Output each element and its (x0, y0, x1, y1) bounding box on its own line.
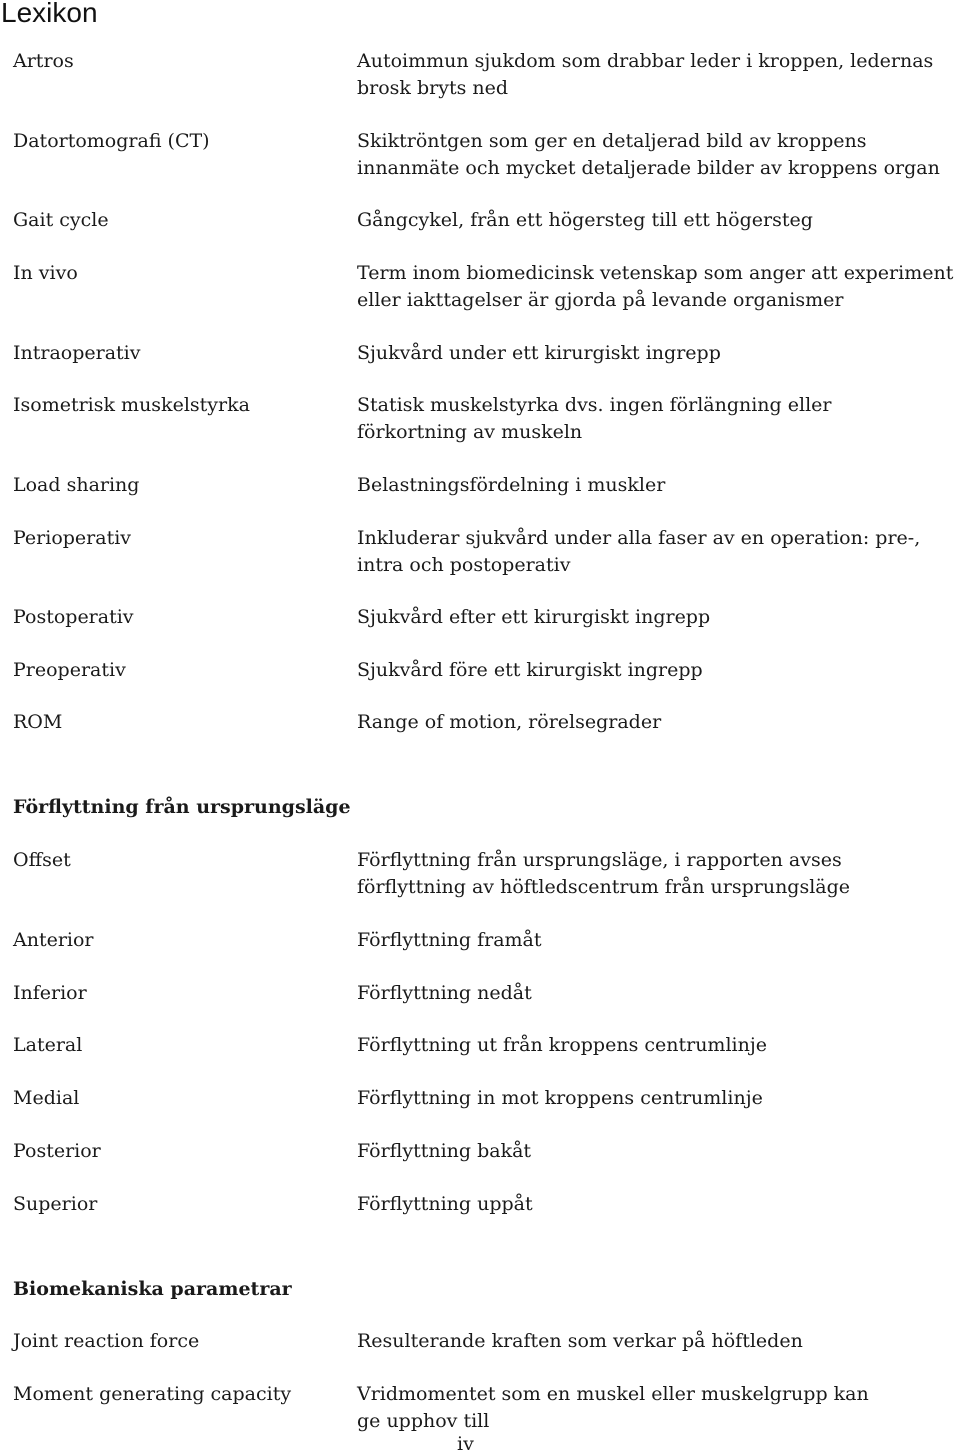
lexicon-definition: Belastningsfördelning i muskler (357, 474, 666, 496)
lexicon-definition: Förflyttning nedåt (357, 982, 532, 1004)
lexicon-term: Load sharing (13, 474, 140, 496)
lexicon-term: Preoperativ (13, 659, 126, 681)
lexicon-term: Superior (13, 1193, 98, 1215)
lexicon-term: Lateral (13, 1034, 83, 1056)
lexicon-term: Datortomografi (CT) (13, 130, 210, 152)
page-number: iv (457, 1433, 474, 1455)
section-heading: Biomekaniska parametrar (13, 1278, 292, 1300)
lexicon-definition: Range of motion, rörelsegrader (357, 711, 662, 733)
lexicon-definition: Term inom biomedicinsk vetenskap som anger att experiment eller iakttagelser är gjorda på levande organismer (357, 262, 954, 311)
lexicon-term: Postoperativ (13, 606, 134, 628)
lexicon-term: Anterior (13, 929, 94, 951)
lexicon-definition: Förflyttning framåt (357, 929, 542, 951)
lexicon-term: Offset (13, 849, 71, 871)
lexicon-definition: Resulterande kraften som verkar på höftleden (357, 1330, 803, 1352)
lexicon-term: In vivo (13, 262, 78, 284)
lexicon-term: Perioperativ (13, 527, 132, 549)
lexicon-definition: Förflyttning ut från kroppens centrumlinje (357, 1034, 767, 1056)
lexicon-term: Inferior (13, 982, 87, 1004)
lexicon-definition: Autoimmun sjukdom som drabbar leder i kroppen, ledernas brosk bryts ned (357, 50, 934, 99)
lexicon-definition: Skiktröntgen som ger en detaljerad bild av kroppens innanmäte och mycket detaljerade bilder av kroppens organ (357, 130, 940, 179)
lexicon-term: Posterior (13, 1140, 101, 1162)
lexicon-term: Artros (13, 50, 74, 72)
lexicon-definition: Förflyttning in mot kroppens centrumlinje (357, 1087, 763, 1109)
lexicon-definition: Förflyttning från ursprungsläge, i rapporten avses förflyttning av höftledscentrum från ursprungsläge (357, 849, 851, 898)
lexicon-definition: Vridmomentet som en muskel eller muskelgrupp kan ge upphov till (357, 1383, 869, 1432)
lexicon-definition: Gångcykel, från ett högersteg till ett högersteg (357, 209, 813, 231)
lexicon-definition: Sjukvård efter ett kirurgiskt ingrepp (357, 606, 711, 628)
lexicon-definition: Sjukvård före ett kirurgiskt ingrepp (357, 659, 703, 681)
lexicon-term: Moment generating capacity (13, 1383, 292, 1405)
lexicon-definition: Sjukvård under ett kirurgiskt ingrepp (357, 342, 721, 364)
lexicon-term: Intraoperativ (13, 342, 141, 364)
lexicon-term: Gait cycle (13, 209, 109, 231)
lexicon-definition: Förflyttning bakåt (357, 1140, 532, 1162)
lexicon-definition: Förflyttning uppåt (357, 1193, 533, 1215)
lexicon-term: Medial (13, 1087, 80, 1109)
lexicon-definition: Inkluderar sjukvård under alla faser av en operation: pre-, intra och postoperativ (357, 527, 921, 576)
lexicon-term: Isometrisk muskelstyrka (13, 394, 250, 416)
page-title: Lexikon (1, 0, 98, 28)
lexicon-term: Joint reaction force (13, 1330, 200, 1352)
lexicon-term: ROM (13, 711, 63, 733)
lexicon-definition: Statisk muskelstyrka dvs. ingen förlängning eller förkortning av muskeln (357, 394, 832, 443)
section-heading: Förflyttning från ursprungsläge (13, 796, 351, 818)
